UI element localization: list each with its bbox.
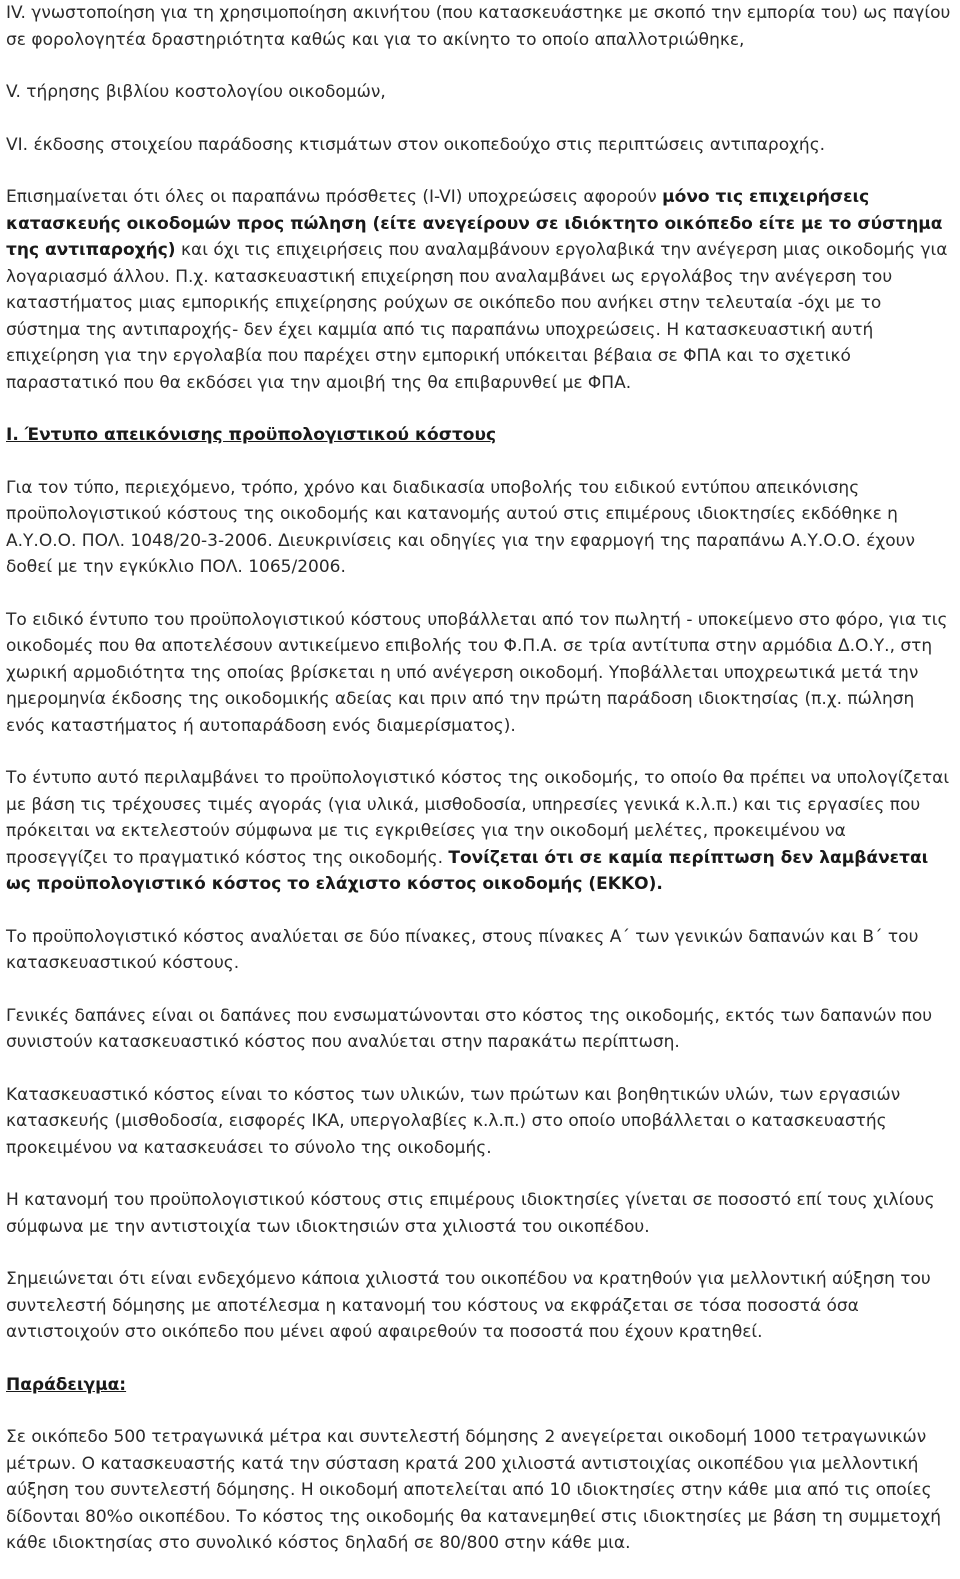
paragraph-text: Η κατανομή του προϋπολογιστικού κόστους στις επιμέρους ιδιοκτησίες γίνεται σε ποσοστό επί τους χιλίους σύμφωνα με την αντιστοιχία των ιδιοκτησιών στα χιλιοστά του οικοπέδου.	[6, 1190, 935, 1237]
paragraph-text: Για τον τύπο, περιεχόμενο, τρόπο, χρόνο και διαδικασία υποβολής του ειδικού εντύπου απεικόνισης προϋπολογιστικού κόστους της οικοδομής και κατανομής αυτού στις επιμέρους ιδιοκτησίες εκδόθηκε η Α.Υ.Ο.Ο. ΠΟΛ. 1048/20-3-2006. Διευκρινίσεις και οδηγίες για την εφαρμογή της παραπάνω Α.Υ.Ο.Ο. έχουν δοθεί με την εγκύκλιο ΠΟΛ. 1065/2006.	[6, 477, 915, 577]
paragraph-text: Το ειδικό έντυπο του προϋπολογιστικού κόστους υποβάλλεται από τον πωλητή - υποκείμενο στο φόρο, για τις οικοδομές που θα αποτελέσουν αντικείμενο επιβολής του Φ.Π.Α. σε τρία αντίτυπα στην αρμόδια Δ.Ο.Υ., στη χωρική αρμοδιότητα της οποίας βρίσκεται η υπό ανέγερση οικοδομή. Υποβάλλεται υποχρεωτικά μετά την ημερομηνία έκδοσης της οικοδομικής αδείας και πριν από την πρώτη παράδοση ιδιοκτησίας (π.χ. πώληση ενός καταστήματος ή αυτοπαράδοση ενός διαμερίσματος).	[6, 609, 948, 736]
document-body	[6, 0, 952, 1557]
note-text: Επισημαίνεται ότι όλες οι παραπάνω πρόσθετες (I-VI) υποχρεώσεις αφορούν	[6, 187, 663, 207]
paragraph-text: Το έντυπο αυτό περιλαμβάνει το προϋπολογιστικό κόστος της οικοδομής, το οποίο θα πρέπει να υπολογίζεται με βάση τις τρέχουσες τιμές αγοράς (για υλικά, μισθοδοσία, υπηρεσίες γενικά κ.λ.π.) και τις εργασίες που πρόκειται να εκτελεστούν σύμφωνα με τις εγκριθείσες για την οικοδομή μελέτες, προκειμένου να προσεγγίζει το πραγματικό κόστος της οικοδομής.	[6, 768, 950, 868]
section-heading	[6, 422, 952, 449]
list-item-text: VI. έκδοσης στοιχείου παράδοσης κτισμάτων στον οικοπεδούχο στις περιπτώσεις αντιπαροχής.	[6, 134, 826, 155]
example-heading-text: Παράδειγμα:	[6, 1374, 127, 1395]
list-item-v	[6, 79, 952, 106]
paragraph-text: Γενικές δαπάνες είναι οι δαπάνες που ενσωματώνονται στο κόστος της οικοδομής, εκτός των δαπανών που συνιστούν κατασκευαστικό κόστος που αναλύεται στην παρακάτω περίπτωση.	[6, 1005, 933, 1052]
section-heading-text: I. Έντυπο απεικόνισης προϋπολογιστικού κόστους	[6, 425, 497, 445]
list-item-iv	[6, 0, 952, 53]
note-bold-text: μόνο τις επιχειρήσεις κατασκευής οικοδομών προς πώληση (είτε ανεγείρουν σε ιδιόκτητο οικόπεδο είτε με το σύστημα της αντιπαροχής)	[6, 187, 943, 260]
paragraph-text: Σημειώνεται ότι είναι ενδεχόμενο κάποια χιλιοστά του οικοπέδου να κρατηθούν για μελλοντική αύξηση του συντελεστή δόμησης με αποτέλεσμα η κατανομή του κόστους να εκφράζεται σε τόσα ποσοστά όσα αντιστοιχούν στο οικόπεδο που μένει αφού αφαιρεθούν τα ποσοστά που έχουν κρατηθεί.	[6, 1269, 931, 1342]
section-paragraph-4	[6, 924, 952, 977]
list-item-text: V. τήρησης βιβλίου κοστολογίου οικοδομών,	[6, 82, 386, 102]
note-paragraph	[6, 184, 952, 396]
section-paragraph-6	[6, 1082, 952, 1162]
example-heading	[6, 1372, 952, 1399]
paragraph-bold-text: Τονίζεται ότι σε καμία περίπτωση δεν λαμβάνεται ως προϋπολογιστικό κόστος το ελάχιστο κόστος οικοδομής (ΕΚΚΟ).	[6, 847, 929, 894]
section-paragraph-1	[6, 475, 952, 581]
paragraph-text: Κατασκευαστικό κόστος είναι το κόστος των υλικών, των πρώτων και βοηθητικών υλών, των εργασιών κατασκευής (μισθοδοσία, εισφορές ΙΚΑ, υπεργολαβίες κ.λ.π.) στο οποίο υποβάλλεται ο κατασκευαστής προκειμένου να κατασκευάσει το σύνολο της οικοδομής.	[6, 1084, 901, 1158]
section-paragraph-5	[6, 1003, 952, 1056]
note-text-continued: και όχι τις επιχειρήσεις που αναλαμβάνουν εργολαβικά την ανέγερση μιας οικοδομής για λογαριασμό άλλου. Π.χ. κατασκευαστική επιχείρηση που αναλαμβάνει ως εργολάβος την ανέγερση του καταστήματος μιας εμπορικής επιχείρησης ρούχων σε οικόπεδο που ανήκει στην τελευταία -όχι με το σύστημα της αντιπαροχής- δεν έχει καμμία από τις παραπάνω υποχρεώσεις. Η κατασκευαστική αυτή επιχείρηση για την εργολαβία που παρέχει στην εμπορική υπόκειται βέβαια σε ΦΠΑ και το σχετικό παραστατικό που θα εκδόσει για την αμοιβή της θα επιβαρυνθεί με ΦΠΑ.	[6, 240, 948, 393]
section-paragraph-3	[6, 765, 952, 898]
section-paragraph-8	[6, 1266, 952, 1346]
paragraph-text: Το προϋπολογιστικό κόστος αναλύεται σε δύο πίνακες, στους πίνακες Α΄ των γενικών δαπανών και Β΄ του κατασκευαστικού κόστους.	[6, 926, 919, 973]
list-item-vi	[6, 132, 952, 159]
paragraph-text: Σε οικόπεδο 500 τετραγωνικά μέτρα και συντελεστή δόμησης 2 ανεγείρεται οικοδομή 1000 τετραγωνικών μέτρων. Ο κατασκευαστής κατά την σύσταση κρατά 200 χιλιοστά αντιστοιχίας οικοπέδου για μελλοντική αύξηση του συντελεστή δόμησης. Η οικοδομή αποτελείται από 10 ιδιοκτησίες στην κάθε μια από τις οποίες δίδονται 80%ο οικοπέδου. Το κόστος της οικοδομής θα κατανεμηθεί στις ιδιοκτησίες με βάση τη συμμετοχή κάθε ιδιοκτησίας στο συνολικό κόστος δηλαδή σε 80/800 στην κάθε μια.	[6, 1427, 941, 1553]
list-item-text: IV. γνωστοποίηση για τη χρησιμοποίηση ακινήτου (που κατασκευάστηκε με σκοπό την εμπορία του) ως παγίου σε φορολογητέα δραστηριότητα καθώς και για το ακίνητο το οποίο απαλλοτριώθηκε,	[6, 3, 951, 50]
section-paragraph-2	[6, 607, 952, 740]
section-paragraph-7	[6, 1187, 952, 1240]
example-paragraph	[6, 1424, 952, 1557]
